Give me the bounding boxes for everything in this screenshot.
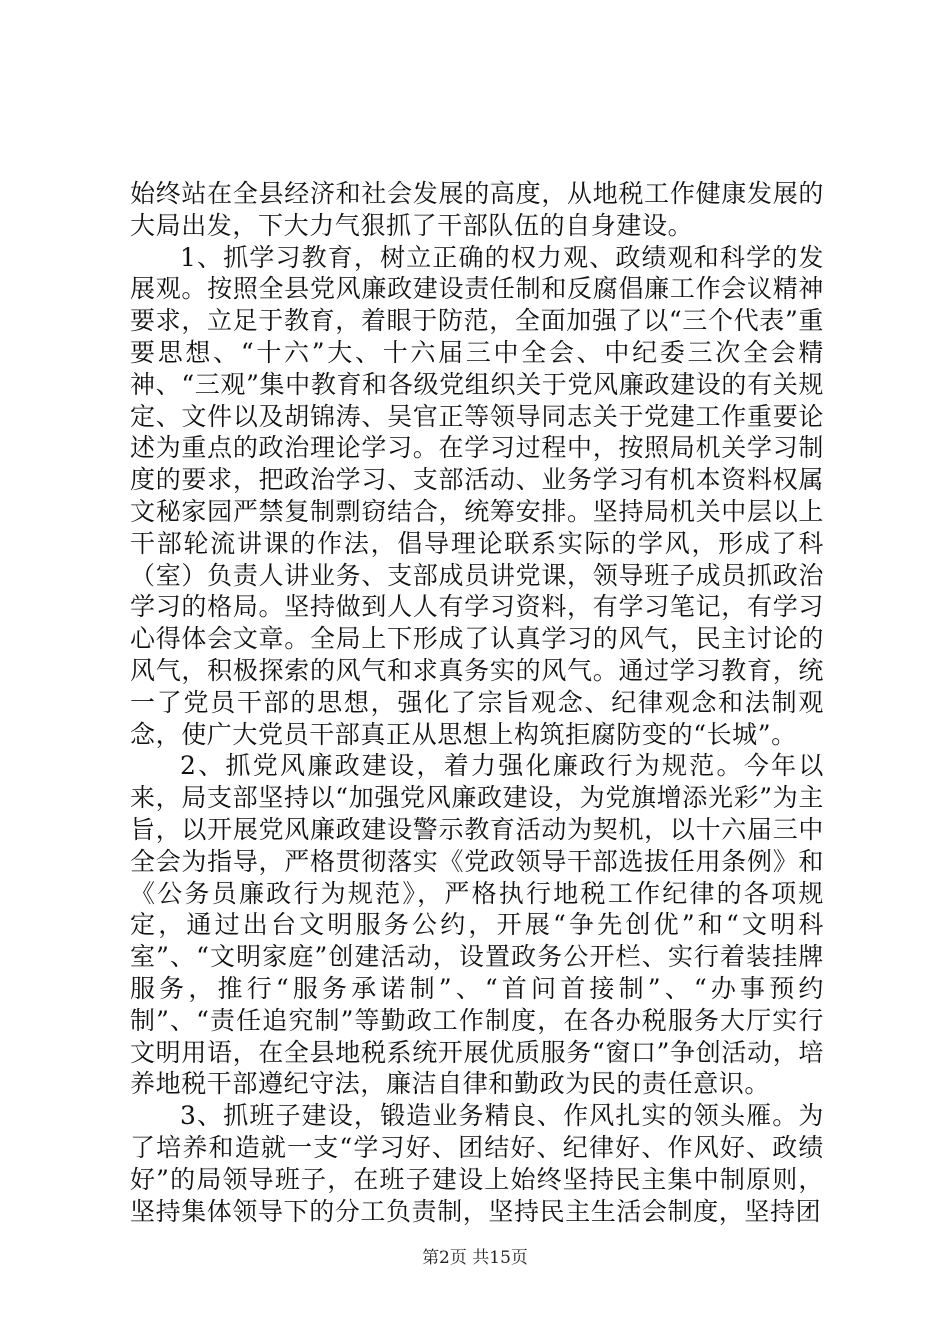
- document-body: [130, 178, 824, 1227]
- paragraph-integrity-building: 2、抓党风廉政建设，着力强化廉政行为规范。今年以来，局支部坚持以“加强党风廉政建设，为党旗增添光彩”为主旨，以开展党风廉政建设警示教育活动为契机，以十六届三中全会为指导，严格贯彻落实《党政领导干部选拔任用条例》和《公务员廉政行为规范》，严格执行地税工作纪律的各项规定，通过出台文明服务公约，开展“争先创优”和“文明科室”、“文明家庭”创建活动，设置政务公开栏、实行着装挂牌服务，推行“服务承诺制”、“首问首接制”、“办事预约制”、“责任追究制”等勤政工作制度，在各办税服务大厅实行文明用语，在全县地税系统开展优质服务“窗口”争创活动，培养地税干部遵纪守法，廉洁自律和勤政为民的责任意识。: [130, 751, 824, 1099]
- paragraph-study-education: 1、抓学习教育，树立正确的权力观、政绩观和科学的发展观。按照全县党风廉政建设责任制和反腐倡廉工作会议精神要求，立足于教育，着眼于防范，全面加强了以“三个代表”重要思想、“十六”大、十六届三中全会、中纪委三次全会精神、“三观”集中教育和各级党组织关于党风廉政建设的有关规定、文件以及胡锦涛、吴官正等领导同志关于党建工作重要论述为重点的政治理论学习。在学习过程中，按照局机关学习制度的要求，把政治学习、支部活动、业务学习有机本资料权属文秘家园严禁复制剽窃结合，统筹安排。坚持局机关中层以上干部轮流讲课的作法，倡导理论联系实际的学风，形成了科（室）负责人讲业务、支部成员讲党课，领导班子成员抓政治学习的格局。坚持做到人人有学习资料，有学习笔记，有学习心得体会文章。全局上下形成了认真学习的风气，民主讨论的风气，积极探索的风气和求真务实的风气。通过学习教育，统一了党员干部的思想，强化了宗旨观念、纪律观念和法制观念，使广大党员干部真正从思想上构筑拒腐防变的“长城”。: [130, 242, 824, 749]
- paragraph-continuation: 始终站在全县经济和社会发展的高度，从地税工作健康发展的大局出发，下大力气狠抓了干部队伍的自身建设。: [130, 179, 824, 240]
- page-number-footer: 第2页 共15页: [422, 1248, 528, 1268]
- paragraph-team-building: 3、抓班子建设，锻造业务精良、作风扎实的领头雁。为了培养和造就一支“学习好、团结好、纪律好、作风好、政绩好”的局领导班子，在班子建设上始终坚持民主集中制原则，坚持集体领导下的分工负责制，坚持民主生活会制度，坚持团: [130, 1101, 824, 1226]
